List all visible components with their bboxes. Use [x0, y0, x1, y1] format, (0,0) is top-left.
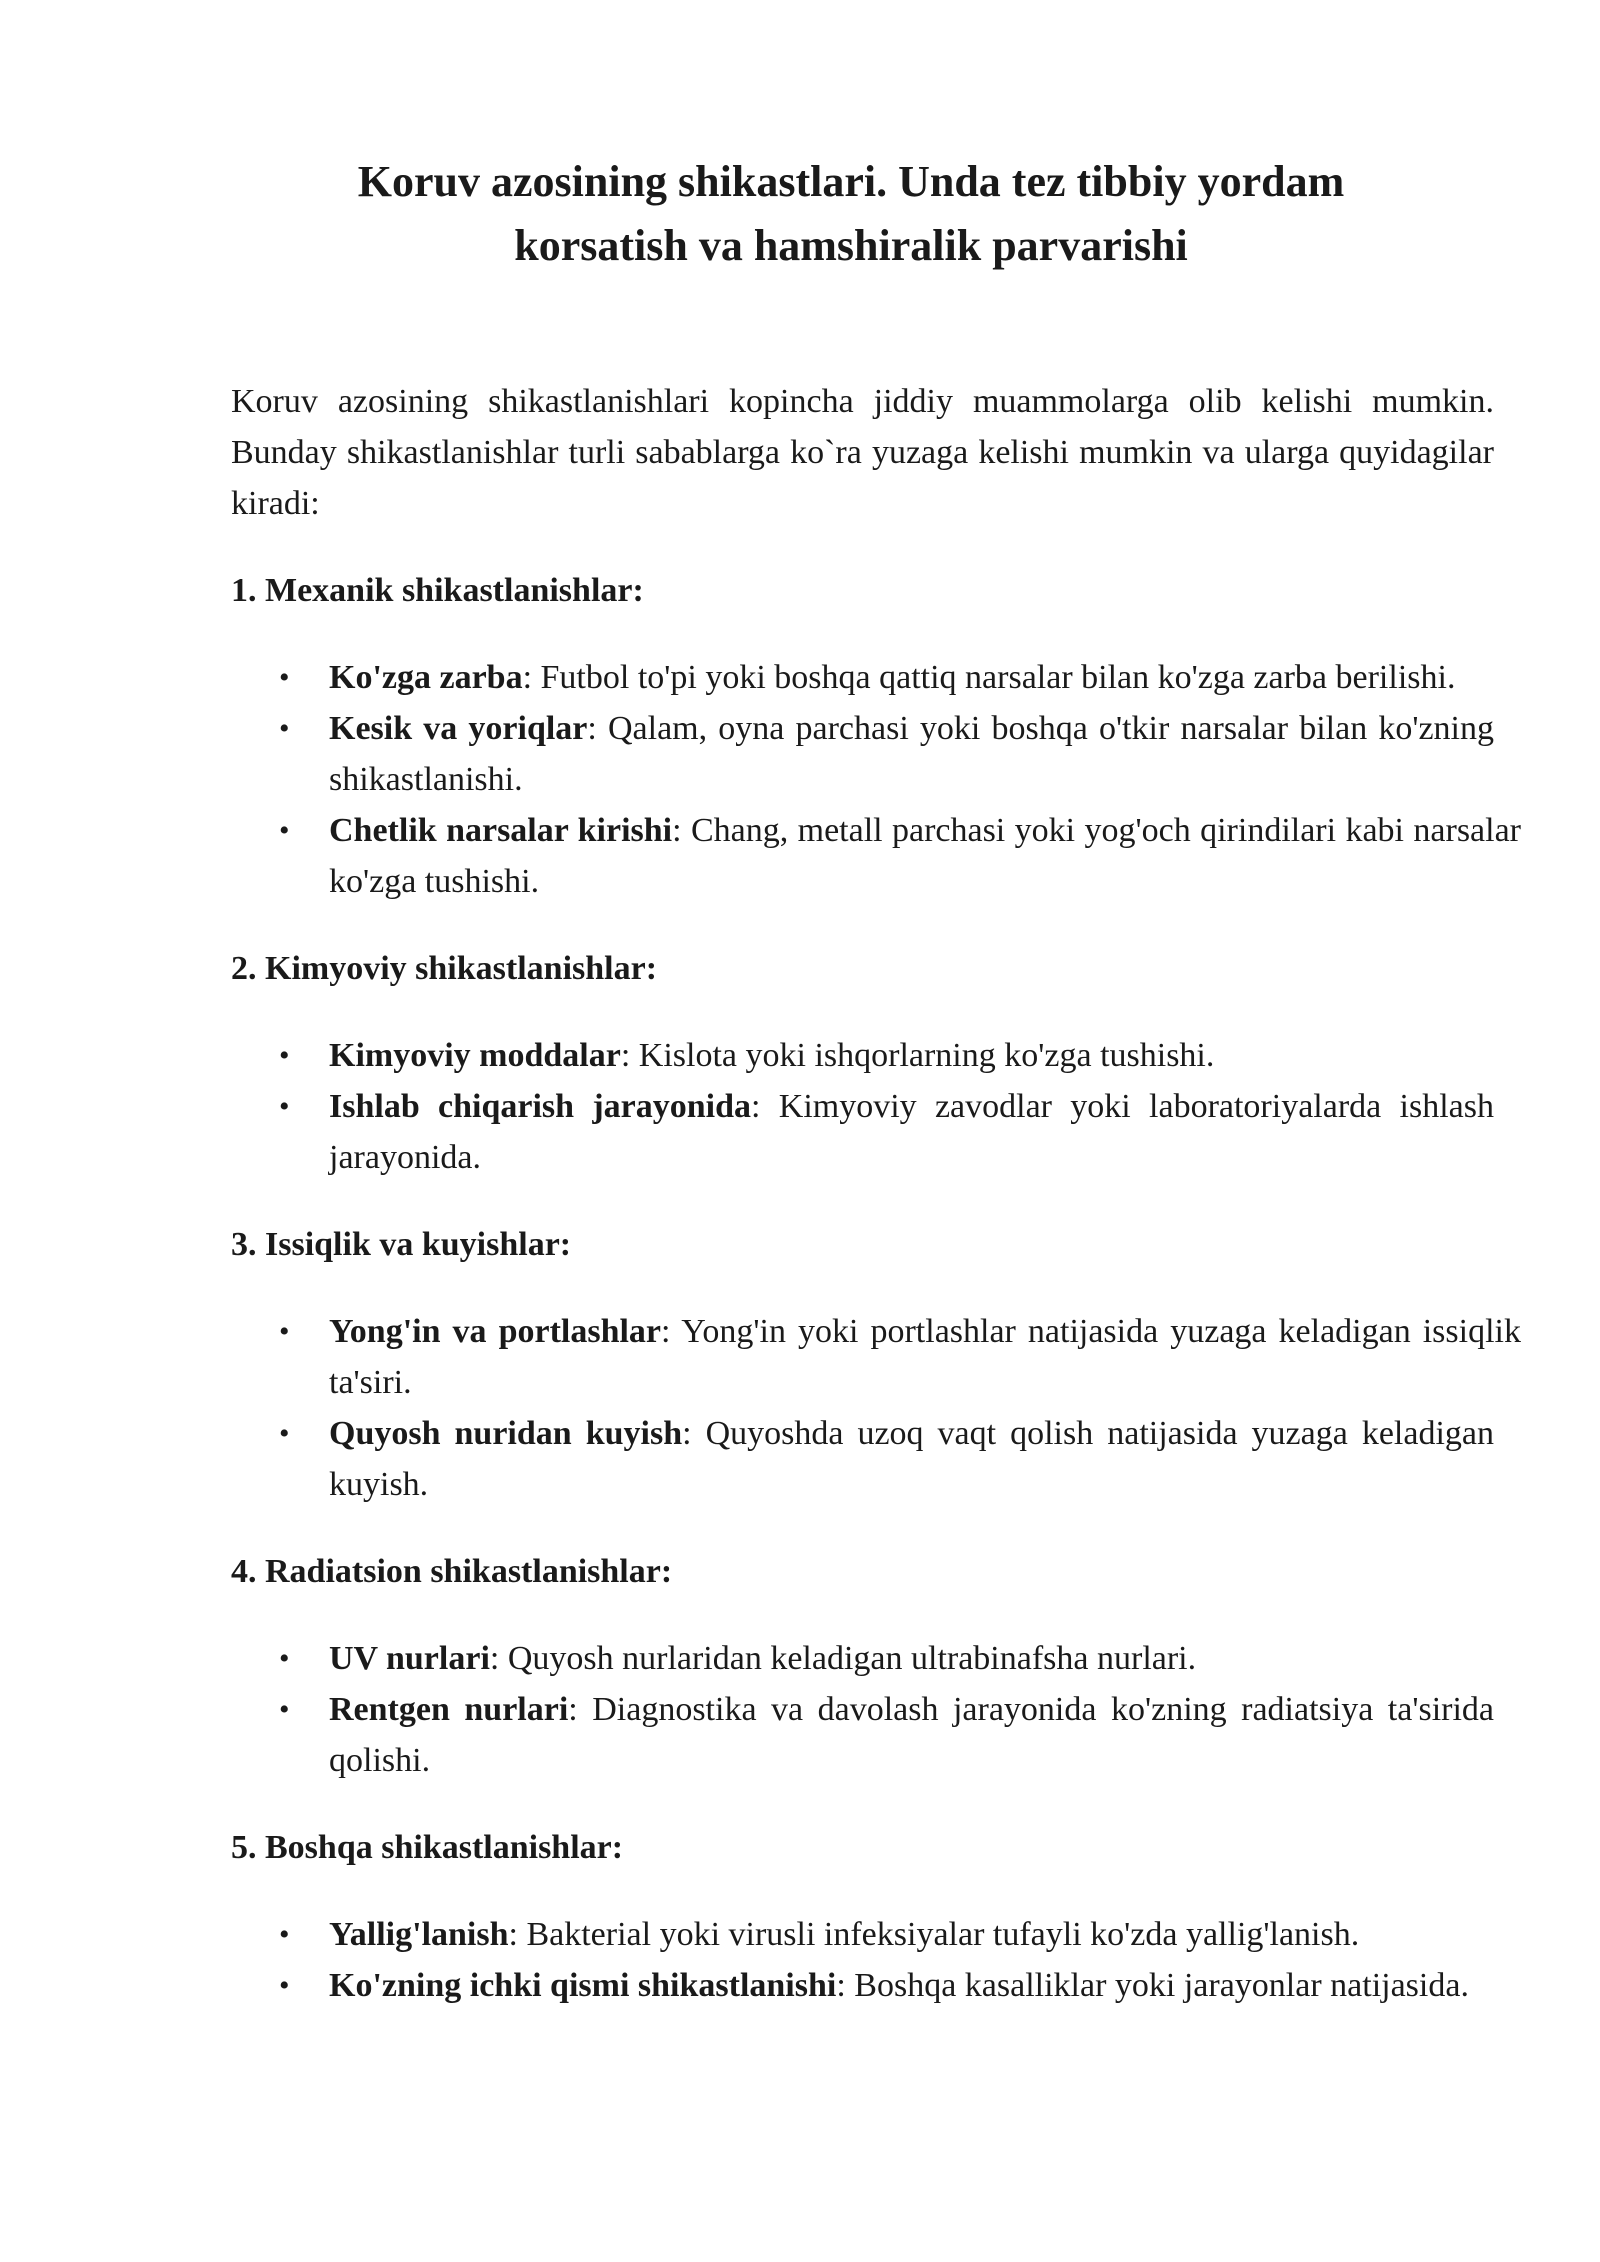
list-item [231, 652, 1494, 703]
item-text: : Futbol to'pi yoki boshqa qattiq narsalar bilan ko'zga zarba berilishi. [522, 659, 1456, 696]
bullet-icon: • [279, 1969, 290, 2002]
item-text: : Diagnostika va davolash jarayonida ko'zning radiatsiya ta'sirida qolishi. [329, 1691, 1494, 1779]
item-term: UV nurlari [329, 1640, 490, 1677]
section-list [231, 1030, 1494, 1183]
document-title [221, 150, 1501, 278]
title-line-1: Koruv azosining shikastlari. Unda tez tibbiy yordam [357, 157, 1345, 206]
bullet-icon: • [279, 1315, 290, 1348]
item-term: Kesik va yoriqlar [329, 710, 588, 747]
section-heading: 1. Mexanik shikastlanishlar: [231, 572, 644, 609]
list-item [231, 1633, 1494, 1684]
item-term: Kimyoviy moddalar [329, 1037, 621, 1074]
bullet-icon: • [279, 1642, 290, 1675]
list-item [231, 1684, 1494, 1786]
item-term: Ishlab chiqarish jarayonida [329, 1088, 752, 1125]
bullet-icon: • [279, 661, 290, 694]
section-chemical [231, 943, 1494, 1183]
item-text: : Kimyoviy zavodlar yoki laboratoriyalarda ishlash jarayonida. [329, 1088, 1494, 1176]
section-heading: 5. Boshqa shikastlanishlar: [231, 1829, 624, 1866]
bullet-icon: • [279, 712, 290, 745]
bullet-icon: • [279, 1417, 290, 1450]
section-heading: 4. Radiatsion shikastlanishlar: [231, 1553, 673, 1590]
item-term: Ko'zning ichki qismi shikastlanishi [329, 1967, 837, 2004]
list-item [231, 1306, 1521, 1408]
section-radiation [231, 1546, 1494, 1786]
item-term: Quyosh nuridan kuyish [329, 1415, 683, 1452]
item-text: : Qalam, oyna parchasi yoki boshqa o'tkir narsalar bilan ko'zning shikastlanishi. [329, 710, 1494, 798]
section-list [231, 1633, 1494, 1786]
section-mechanical [231, 565, 1522, 907]
title-line-2: korsatish va hamshiralik parvarishi [514, 221, 1188, 270]
section-list [231, 1909, 1490, 2011]
bullet-icon: • [279, 1693, 290, 1726]
section-heading: 3. Issiqlik va kuyishlar: [231, 1226, 572, 1263]
item-term: Yong'in va portlashlar [329, 1313, 662, 1350]
list-item [231, 1909, 1494, 1960]
list-item [231, 1408, 1494, 1510]
item-text: : Boshqa kasalliklar yoki jarayonlar natijasida. [836, 1967, 1469, 2004]
list-item [231, 1960, 1494, 2011]
item-text: : Quyoshda uzoq vaqt qolish natijasida yuzaga keladigan kuyish. [329, 1415, 1494, 1503]
bullet-icon: • [279, 814, 290, 847]
section-list [231, 652, 1522, 907]
item-text: : Chang, metall parchasi yoki yog'och qirindilari kabi narsalar ko'zga tushishi. [329, 812, 1522, 900]
bullet-icon: • [279, 1039, 290, 1072]
item-text: : Quyosh nurlaridan keladigan ultrabinafsha nurlari. [489, 1640, 1197, 1677]
list-item [231, 805, 1521, 907]
list-item [231, 1030, 1494, 1081]
item-text: : Yong'in yoki portlashlar natijasida yuzaga keladigan issiqlik ta'siri. [329, 1313, 1521, 1401]
intro-paragraph: Koruv azosining shikastlanishlari kopincha jiddiy muammolarga olib kelishi mumkin. Bunday shikastlanishlar turli sabablarga ko`ra yuzaga kelishi mumkin va ularga quyidagilar kiradi: [231, 383, 1494, 522]
bullet-icon: • [279, 1090, 290, 1123]
section-heat-burns [231, 1219, 1521, 1510]
list-item [231, 1081, 1494, 1183]
item-text: : Kislota yoki ishqorlarning ko'zga tushishi. [620, 1037, 1215, 1074]
item-term: Yallig'lanish [329, 1916, 509, 1953]
item-term: Chetlik narsalar kirishi [329, 812, 673, 849]
section-heading: 2. Kimyoviy shikastlanishlar: [231, 950, 658, 987]
section-list [231, 1306, 1521, 1510]
item-term: Ko'zga zarba [329, 659, 523, 696]
item-text: : Bakterial yoki virusli infeksiyalar tufayli ko'zda yallig'lanish. [508, 1916, 1360, 1953]
item-term: Rentgen nurlari [329, 1691, 569, 1728]
bullet-icon: • [279, 1918, 290, 1951]
section-other [231, 1822, 1490, 2011]
list-item [231, 703, 1494, 805]
